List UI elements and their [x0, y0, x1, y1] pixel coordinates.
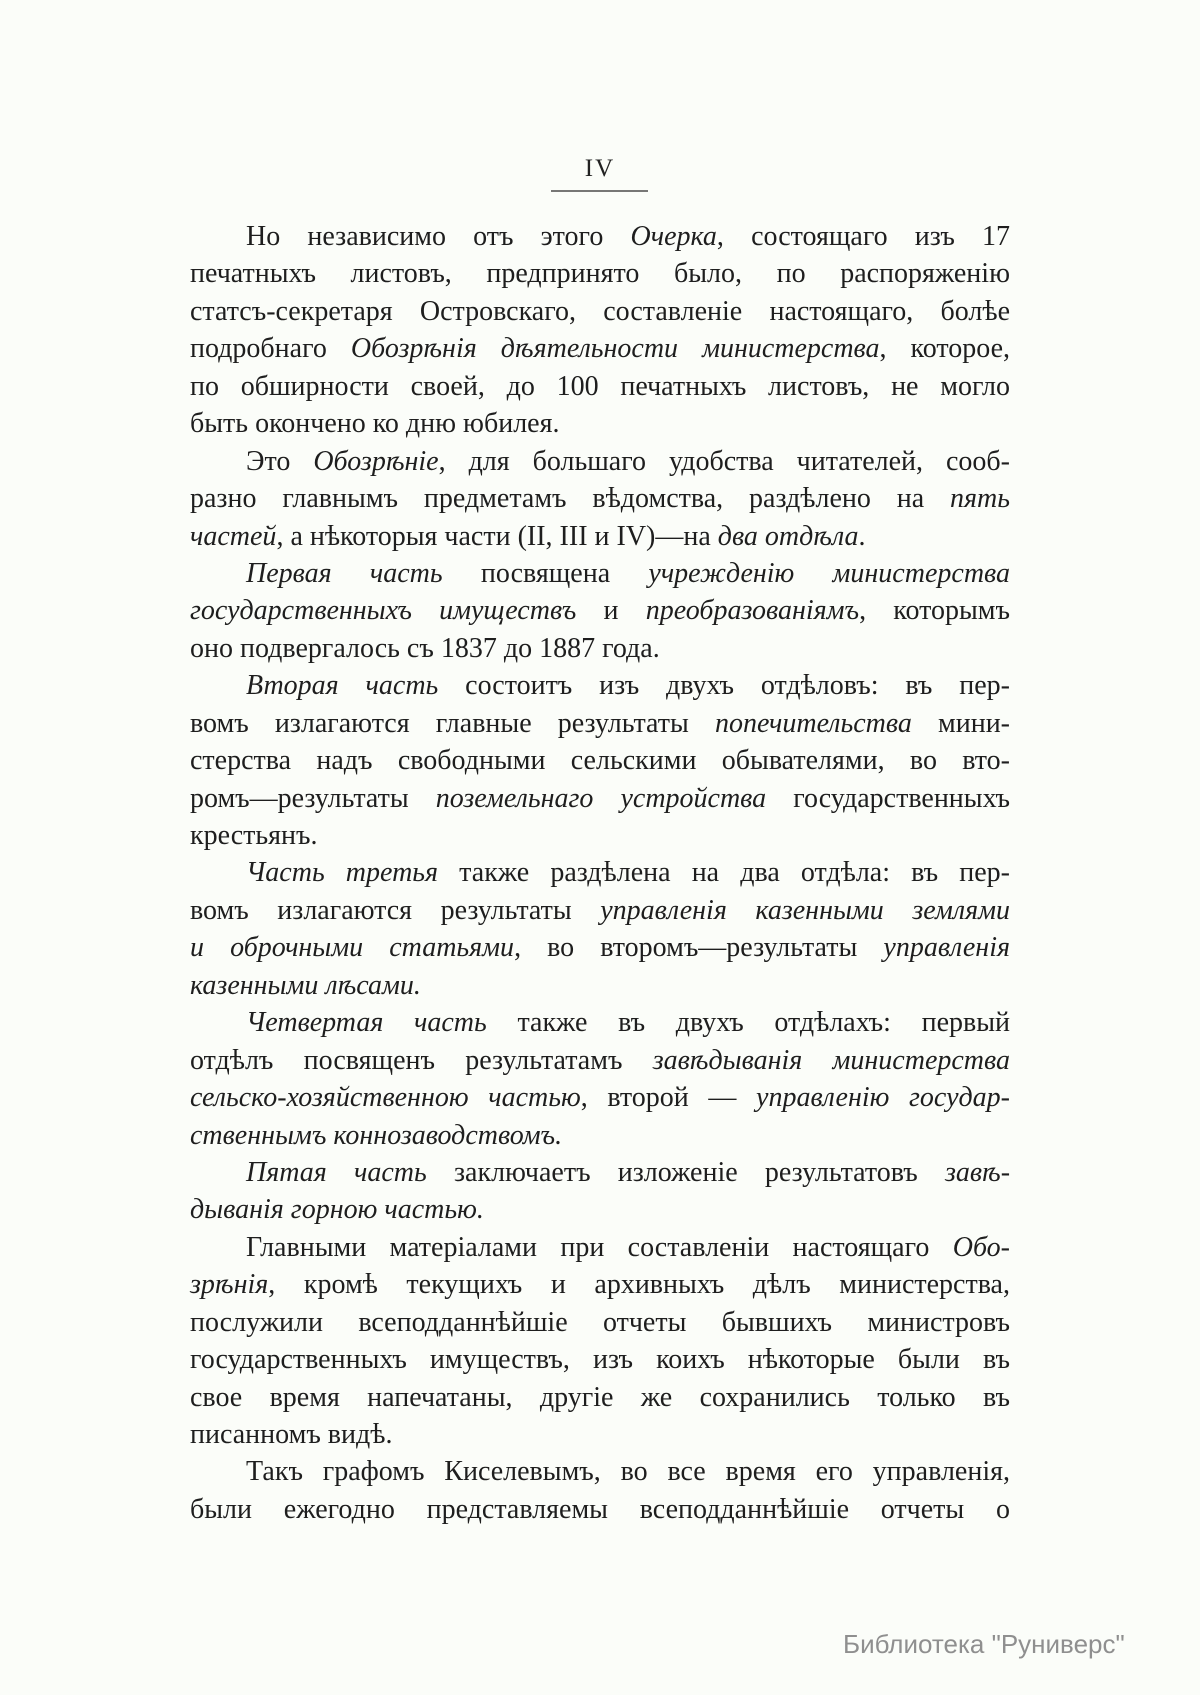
italic-text-segment: поземельнаго устройства [435, 782, 767, 814]
text-segment: статсъ-секретаря Островскаго, составленіе настоящаго, болѣе [190, 295, 1010, 327]
text-line [190, 405, 1010, 442]
text-line [190, 1191, 1010, 1228]
text-line [190, 255, 1010, 292]
text-segment: , кромѣ текущихъ и архивныхъ дѣлъ министерства, [268, 1269, 1010, 1301]
text-segment: разно главнымъ предметамъ вѣдомства, раздѣлено на [190, 483, 951, 515]
text-segment: государственныхъ имуществъ, изъ коихъ нѣкоторые были въ [190, 1344, 1010, 1376]
italic-text-segment: завѣдыванія министерства [652, 1044, 1010, 1076]
text-line [190, 630, 1010, 667]
text-line [190, 1117, 1010, 1154]
text-line [190, 1341, 1010, 1378]
text-segment: печатныхъ листовъ, предпринято было, по распоряженію [190, 258, 1010, 290]
text-segment: подробнаго [190, 333, 351, 365]
text-line [190, 742, 1010, 779]
italic-text-segment: Обозрѣніе [313, 445, 439, 477]
italic-text-segment: и оброчными статьями [190, 932, 515, 964]
text-line [190, 1154, 1010, 1191]
text-line [190, 518, 1010, 555]
text-line [190, 480, 1010, 517]
text-segment: крестьянъ. [190, 820, 318, 851]
italic-text-segment: два отдѣла [717, 520, 859, 552]
text-segment: Такъ графомъ Киселевымъ, во все время его управленія, [246, 1456, 1010, 1488]
text-line [190, 592, 1010, 629]
text-segment: государственныхъ [766, 782, 1011, 814]
text-segment: , для большаго удобства читателей, сооб- [438, 445, 1010, 477]
text-line [190, 1079, 1010, 1116]
text-line [190, 929, 1010, 966]
italic-text-segment: попечительства [714, 707, 912, 739]
text-segment: состоитъ изъ двухъ отдѣловъ: въ пер- [438, 670, 1010, 702]
page-number: IV [584, 155, 616, 182]
text-segment: , которое, [879, 333, 1010, 365]
text-segment: также въ двухъ отдѣлахъ: первый [486, 1007, 1011, 1039]
text-segment: Но независимо отъ этого [246, 221, 631, 252]
text-segment: заключаетъ изложеніе результатовъ [426, 1156, 945, 1188]
italic-text-segment: Вторая часть [246, 670, 439, 702]
text-segment: также раздѣлена на два отдѣла: въ пер- [438, 857, 1010, 889]
italic-text-segment: казенными лѣсами. [190, 969, 421, 1001]
text-line [190, 1229, 1010, 1266]
text-segment: , второй — [580, 1082, 757, 1114]
italic-text-segment: учрежденію министерства [648, 557, 1010, 589]
text-line [190, 892, 1010, 929]
italic-text-segment: дыванія горною частью. [190, 1194, 484, 1226]
text-segment: , во второмъ—результаты [514, 932, 884, 964]
italic-text-segment: Пятая часть [246, 1156, 427, 1188]
italic-text-segment: Четвертая часть [246, 1007, 487, 1039]
text-segment: послужили всеподданнѣйшіе отчеты бывшихъ министровъ [190, 1306, 1010, 1338]
text-line [190, 368, 1010, 405]
text-segment: . [858, 520, 866, 552]
text-line [190, 1416, 1010, 1453]
text-line [190, 1042, 1010, 1079]
text-line [190, 854, 1010, 891]
text-segment: и [576, 595, 646, 627]
text-line [190, 705, 1010, 742]
text-segment: оно подвергалось съ 1837 до 1887 года. [190, 632, 660, 664]
text-line [190, 667, 1010, 704]
italic-text-segment: Часть третья [246, 857, 439, 889]
body-text [190, 218, 1010, 1528]
text-segment: писанномъ видѣ. [190, 1419, 393, 1450]
text-line [190, 443, 1010, 480]
text-segment: , а нѣкоторыя части (II, III и IV)—на [276, 520, 718, 552]
text-line [190, 293, 1010, 330]
text-segment: быть окончено ко дню юбилея. [190, 408, 560, 440]
text-segment: свое время напечатаны, другіе же сохранились только въ [190, 1381, 1010, 1413]
text-line [190, 967, 1010, 1004]
page-number-rule [551, 190, 648, 192]
text-segment: Главными матеріалами при составленіи настоящаго [246, 1231, 953, 1263]
text-line [190, 555, 1010, 592]
text-line [190, 1453, 1010, 1490]
italic-text-segment: ственнымъ коннозаводствомъ. [190, 1119, 563, 1151]
text-segment: были ежегодно представляемы всеподданнѣйшіе отчеты о [190, 1493, 1010, 1525]
text-segment: посвящена [442, 557, 649, 589]
italic-text-segment: завѣ- [944, 1156, 1011, 1188]
italic-text-segment: зрѣнія [190, 1269, 269, 1301]
text-segment: ромъ—результаты [190, 782, 436, 814]
text-segment: , состоящаго изъ 17 [716, 221, 1010, 252]
text-line [190, 330, 1010, 367]
text-line [190, 1266, 1010, 1303]
italic-text-segment: Обозрѣнія дѣятельности министерства [350, 333, 880, 365]
text-line [190, 1491, 1010, 1528]
text-line [190, 218, 1010, 255]
watermark: Библиотека "Руниверс" [843, 1629, 1125, 1659]
text-segment: мини- [911, 707, 1010, 739]
italic-text-segment: управленію государ- [756, 1082, 1010, 1114]
italic-text-segment: управленія казенными землями [600, 894, 1010, 926]
text-line [190, 1304, 1010, 1341]
text-segment: , которымъ [859, 595, 1010, 627]
italic-text-segment: Первая часть [246, 557, 443, 589]
text-segment: стерства надъ свободными сельскими обывателями, во вто- [190, 745, 1010, 777]
text-line [190, 817, 1010, 854]
text-segment: по обширности своей, до 100 печатныхъ листовъ, не могло [190, 370, 1010, 402]
italic-text-segment: государственныхъ имуществъ [190, 595, 577, 627]
text-line [190, 1379, 1010, 1416]
italic-text-segment: Обо- [952, 1231, 1010, 1263]
text-segment: вомъ излагаются главные результаты [190, 707, 715, 739]
italic-text-segment: преобразованіямъ [645, 595, 860, 627]
italic-text-segment: пять [950, 483, 1010, 515]
text-line [190, 780, 1010, 817]
italic-text-segment: сельско-хозяйственною частью [190, 1082, 581, 1114]
text-segment: Это [246, 445, 314, 477]
italic-text-segment: частей [190, 520, 277, 552]
italic-text-segment: управленія [883, 932, 1010, 964]
text-line [190, 1004, 1010, 1041]
italic-text-segment: Очерка [630, 221, 717, 252]
text-segment: вомъ излагаются результаты [190, 894, 601, 926]
text-segment: отдѣлъ посвященъ результатамъ [190, 1044, 653, 1076]
